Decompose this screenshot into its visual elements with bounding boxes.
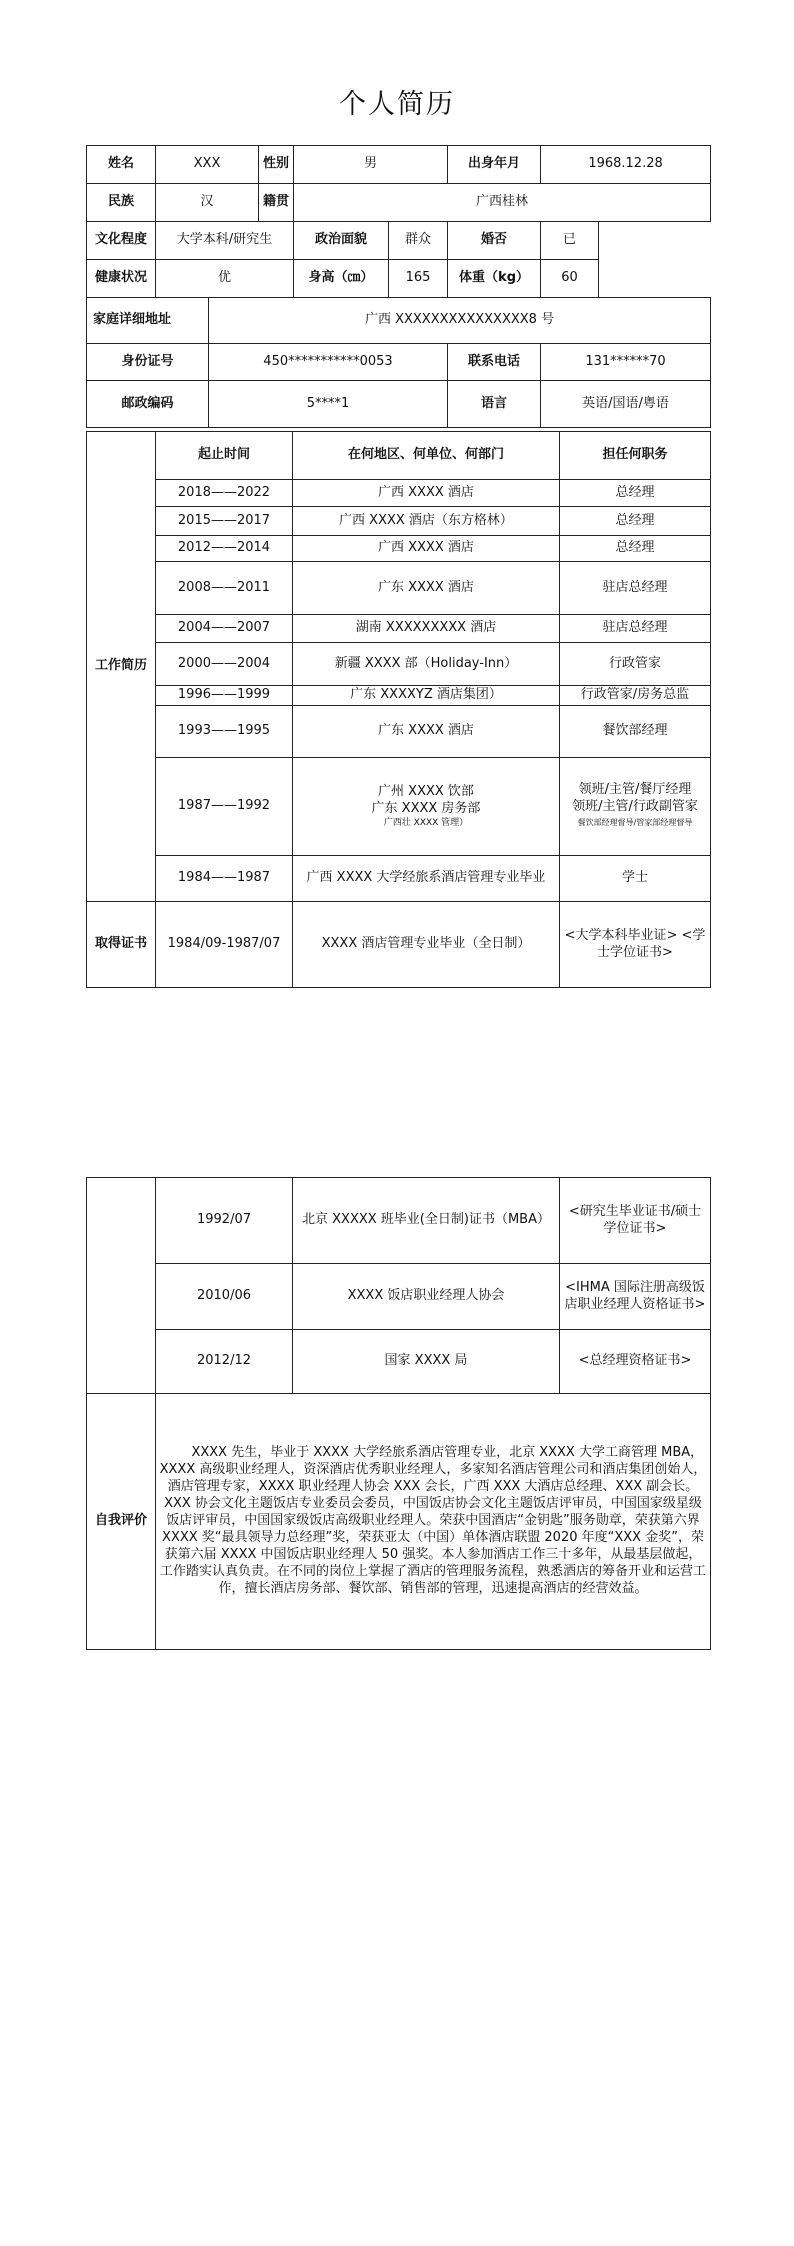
ethnic-label: 民族 xyxy=(87,184,156,222)
political-label: 政治面貌 xyxy=(294,222,389,260)
work-place: 广西 XXXX 酒店 xyxy=(293,480,560,507)
gender-label: 性别 xyxy=(259,146,294,184)
address-value: 广西 XXXXXXXXXXXXXXX8 号 xyxy=(209,298,711,344)
address-label: 家庭详细地址 xyxy=(87,298,209,344)
self-eval-text: XXXX 先生，毕业于 XXXX 大学经旅系酒店管理专业，北京 XXXX 大学工商管理 MBA，XXXX 高级职业经理人，资深酒店优秀职业经理人，多家知名酒店管理公司和酒店集团创始人，酒店管理专家，XXXX 职业经理人协会 XXX 会长，广西 XXX 大酒店总经理、XXX 副会长。XXX 协会文化主题饭店专业委员会委员，中国饭店协会文化主题饭店评审员，中国国家级星级饭店评审员，中国国家级饭店高级职业经理人。荣获中国酒店“金钥匙”服务勋章，荣获第六界 XXXX 奖“最具领导力总经理”奖，荣获亚太（中国）单体酒店联盟 2020 年度“XXX 金奖”，荣获第六届 XXXX 中国饭店职业经理人 50 强奖。本人参加酒店工作三十多年，从最基层做起，工作踏实认真负责。在不同的岗位上掌握了酒店的管理服务流程，熟悉酒店的筹备开业和运营工作，擅长酒店房务部、餐饮部、销售部的管理，迅速提高酒店的经营效益。 xyxy=(156,1394,711,1650)
name-value: XXX xyxy=(156,146,259,184)
work-history-table xyxy=(86,431,711,988)
work-title: 驻店总经理 xyxy=(560,562,711,615)
row-address xyxy=(87,298,711,344)
native-value: 广西桂林 xyxy=(294,184,711,222)
work-place: 广西 XXXX 酒店 xyxy=(293,536,560,562)
work-title xyxy=(560,758,711,856)
table-row xyxy=(87,856,711,902)
cert-desc: 国家 XXXX 局 xyxy=(293,1330,560,1394)
political-value: 群众 xyxy=(389,222,448,260)
table-row xyxy=(87,562,711,615)
edu-value: 大学本科/研究生 xyxy=(156,222,294,260)
row-health xyxy=(87,260,711,298)
work-place: 广西 XXXX 大学经旅系酒店管理专业毕业 xyxy=(293,856,560,902)
work-place-line: 广西壮 XXXX 管理） xyxy=(383,817,469,828)
resume-table xyxy=(86,145,711,428)
table-row xyxy=(87,536,711,562)
cert-desc: 北京 XXXXX 班毕业(全日制)证书（MBA） xyxy=(293,1178,560,1264)
work-header-row xyxy=(87,432,711,480)
work-header-place: 在何地区、何单位、何部门 xyxy=(293,432,560,480)
lang-label: 语言 xyxy=(448,381,541,428)
height-value: 165 xyxy=(389,260,448,298)
marital-label: 婚否 xyxy=(448,222,541,260)
empty-label-cell xyxy=(87,1178,156,1394)
work-title: 总经理 xyxy=(560,480,711,507)
self-eval-row xyxy=(87,1394,711,1650)
native-label: 籍贯 xyxy=(259,184,294,222)
cert-date: 1992/07 xyxy=(156,1178,293,1264)
work-period: 1996——1999 xyxy=(156,686,293,706)
health-value: 优 xyxy=(156,260,294,298)
row-ethnic xyxy=(87,184,711,222)
work-title: 总经理 xyxy=(560,507,711,536)
work-title-line: 领班/主管/餐厅经理 xyxy=(578,781,692,797)
lang-value: 英语/国语/粤语 xyxy=(541,381,711,428)
table-row xyxy=(87,507,711,536)
table-row xyxy=(87,706,711,758)
table-row xyxy=(87,1264,711,1330)
height-label: 身高（㎝） xyxy=(294,260,389,298)
table-row xyxy=(87,1330,711,1394)
work-period: 2015——2017 xyxy=(156,507,293,536)
work-place: 湖南 XXXXXXXXX 酒店 xyxy=(293,615,560,643)
table-row xyxy=(87,758,711,856)
id-value: 450***********0053 xyxy=(209,344,448,381)
work-place: 新疆 XXXX 部（Holiday-Inn） xyxy=(293,643,560,686)
work-place: 广东 XXXXYZ 酒店集团） xyxy=(293,686,560,706)
table-row xyxy=(87,615,711,643)
cert-value: <IHMA 国际注册高级饭店职业经理人资格证书> xyxy=(560,1264,711,1330)
gender-value: 男 xyxy=(294,146,448,184)
cert-date: 2012/12 xyxy=(156,1330,293,1394)
phone-label: 联系电话 xyxy=(448,344,541,381)
work-place: 广东 XXXX 酒店 xyxy=(293,562,560,615)
certificates-table xyxy=(86,1177,711,1650)
name-label: 姓名 xyxy=(87,146,156,184)
certs-row xyxy=(87,902,711,988)
work-section-label: 工作简历 xyxy=(87,432,156,902)
certs-value: <大学本科毕业证> <学士学位证书> xyxy=(560,902,711,988)
work-title: 行政管家/房务总监 xyxy=(560,686,711,706)
cert-value: <研究生毕业证书/硕士学位证书> xyxy=(560,1178,711,1264)
phone-value: 131******70 xyxy=(541,344,711,381)
work-title: 餐饮部经理 xyxy=(560,706,711,758)
health-label: 健康状况 xyxy=(87,260,156,298)
work-place: 广西 XXXX 酒店（东方格林） xyxy=(293,507,560,536)
row-id xyxy=(87,344,711,381)
table-row xyxy=(87,1178,711,1264)
work-title: 行政管家 xyxy=(560,643,711,686)
certs-label: 取得证书 xyxy=(87,902,156,988)
work-period: 2004——2007 xyxy=(156,615,293,643)
weight-value: 60 xyxy=(541,260,599,298)
table-row xyxy=(87,480,711,507)
work-period: 2012——2014 xyxy=(156,536,293,562)
edu-label: 文化程度 xyxy=(87,222,156,260)
work-title-line: 领班/主管/行政副管家 xyxy=(572,798,698,814)
table-row xyxy=(87,643,711,686)
work-place-line: 广东 XXXX 房务部 xyxy=(371,800,481,816)
work-header-period: 起止时间 xyxy=(156,432,293,480)
work-period: 1993——1995 xyxy=(156,706,293,758)
work-period: 2018——2022 xyxy=(156,480,293,507)
work-period: 2008——2011 xyxy=(156,562,293,615)
self-eval-label: 自我评价 xyxy=(87,1394,156,1650)
page-title: 个人简历 xyxy=(339,89,455,120)
work-period: 1987——1992 xyxy=(156,758,293,856)
cert-date: 2010/06 xyxy=(156,1264,293,1330)
cert-value: <总经理资格证书> xyxy=(560,1330,711,1394)
empty-cell xyxy=(599,222,711,260)
work-period: 2000——2004 xyxy=(156,643,293,686)
work-place: 广东 XXXX 酒店 xyxy=(293,706,560,758)
row-education xyxy=(87,222,711,260)
marital-value: 已 xyxy=(541,222,599,260)
postal-label: 邮政编码 xyxy=(87,381,209,428)
work-title: 学士 xyxy=(560,856,711,902)
birth-value: 1968.12.28 xyxy=(541,146,711,184)
row-postal xyxy=(87,381,711,428)
empty-cell xyxy=(599,260,711,298)
work-title: 总经理 xyxy=(560,536,711,562)
work-period: 1984——1987 xyxy=(156,856,293,902)
work-place xyxy=(293,758,560,856)
work-title: 驻店总经理 xyxy=(560,615,711,643)
row-name xyxy=(87,146,711,184)
birth-label: 出身年月 xyxy=(448,146,541,184)
work-title-line: 餐饮部经理督导/管家部经理督导 xyxy=(577,818,693,828)
work-place-line: 广州 XXXX 饮部 xyxy=(378,783,474,799)
certs-desc: XXXX 酒店管理专业毕业（全日制） xyxy=(293,902,560,988)
weight-label: 体重（kg） xyxy=(448,260,541,298)
table-row xyxy=(87,686,711,706)
certs-period: 1984/09-1987/07 xyxy=(156,902,293,988)
postal-value: 5****1 xyxy=(209,381,448,428)
id-label: 身份证号 xyxy=(87,344,209,381)
cert-desc: XXXX 饭店职业经理人协会 xyxy=(293,1264,560,1330)
ethnic-value: 汉 xyxy=(156,184,259,222)
work-header-title: 担任何职务 xyxy=(560,432,711,480)
